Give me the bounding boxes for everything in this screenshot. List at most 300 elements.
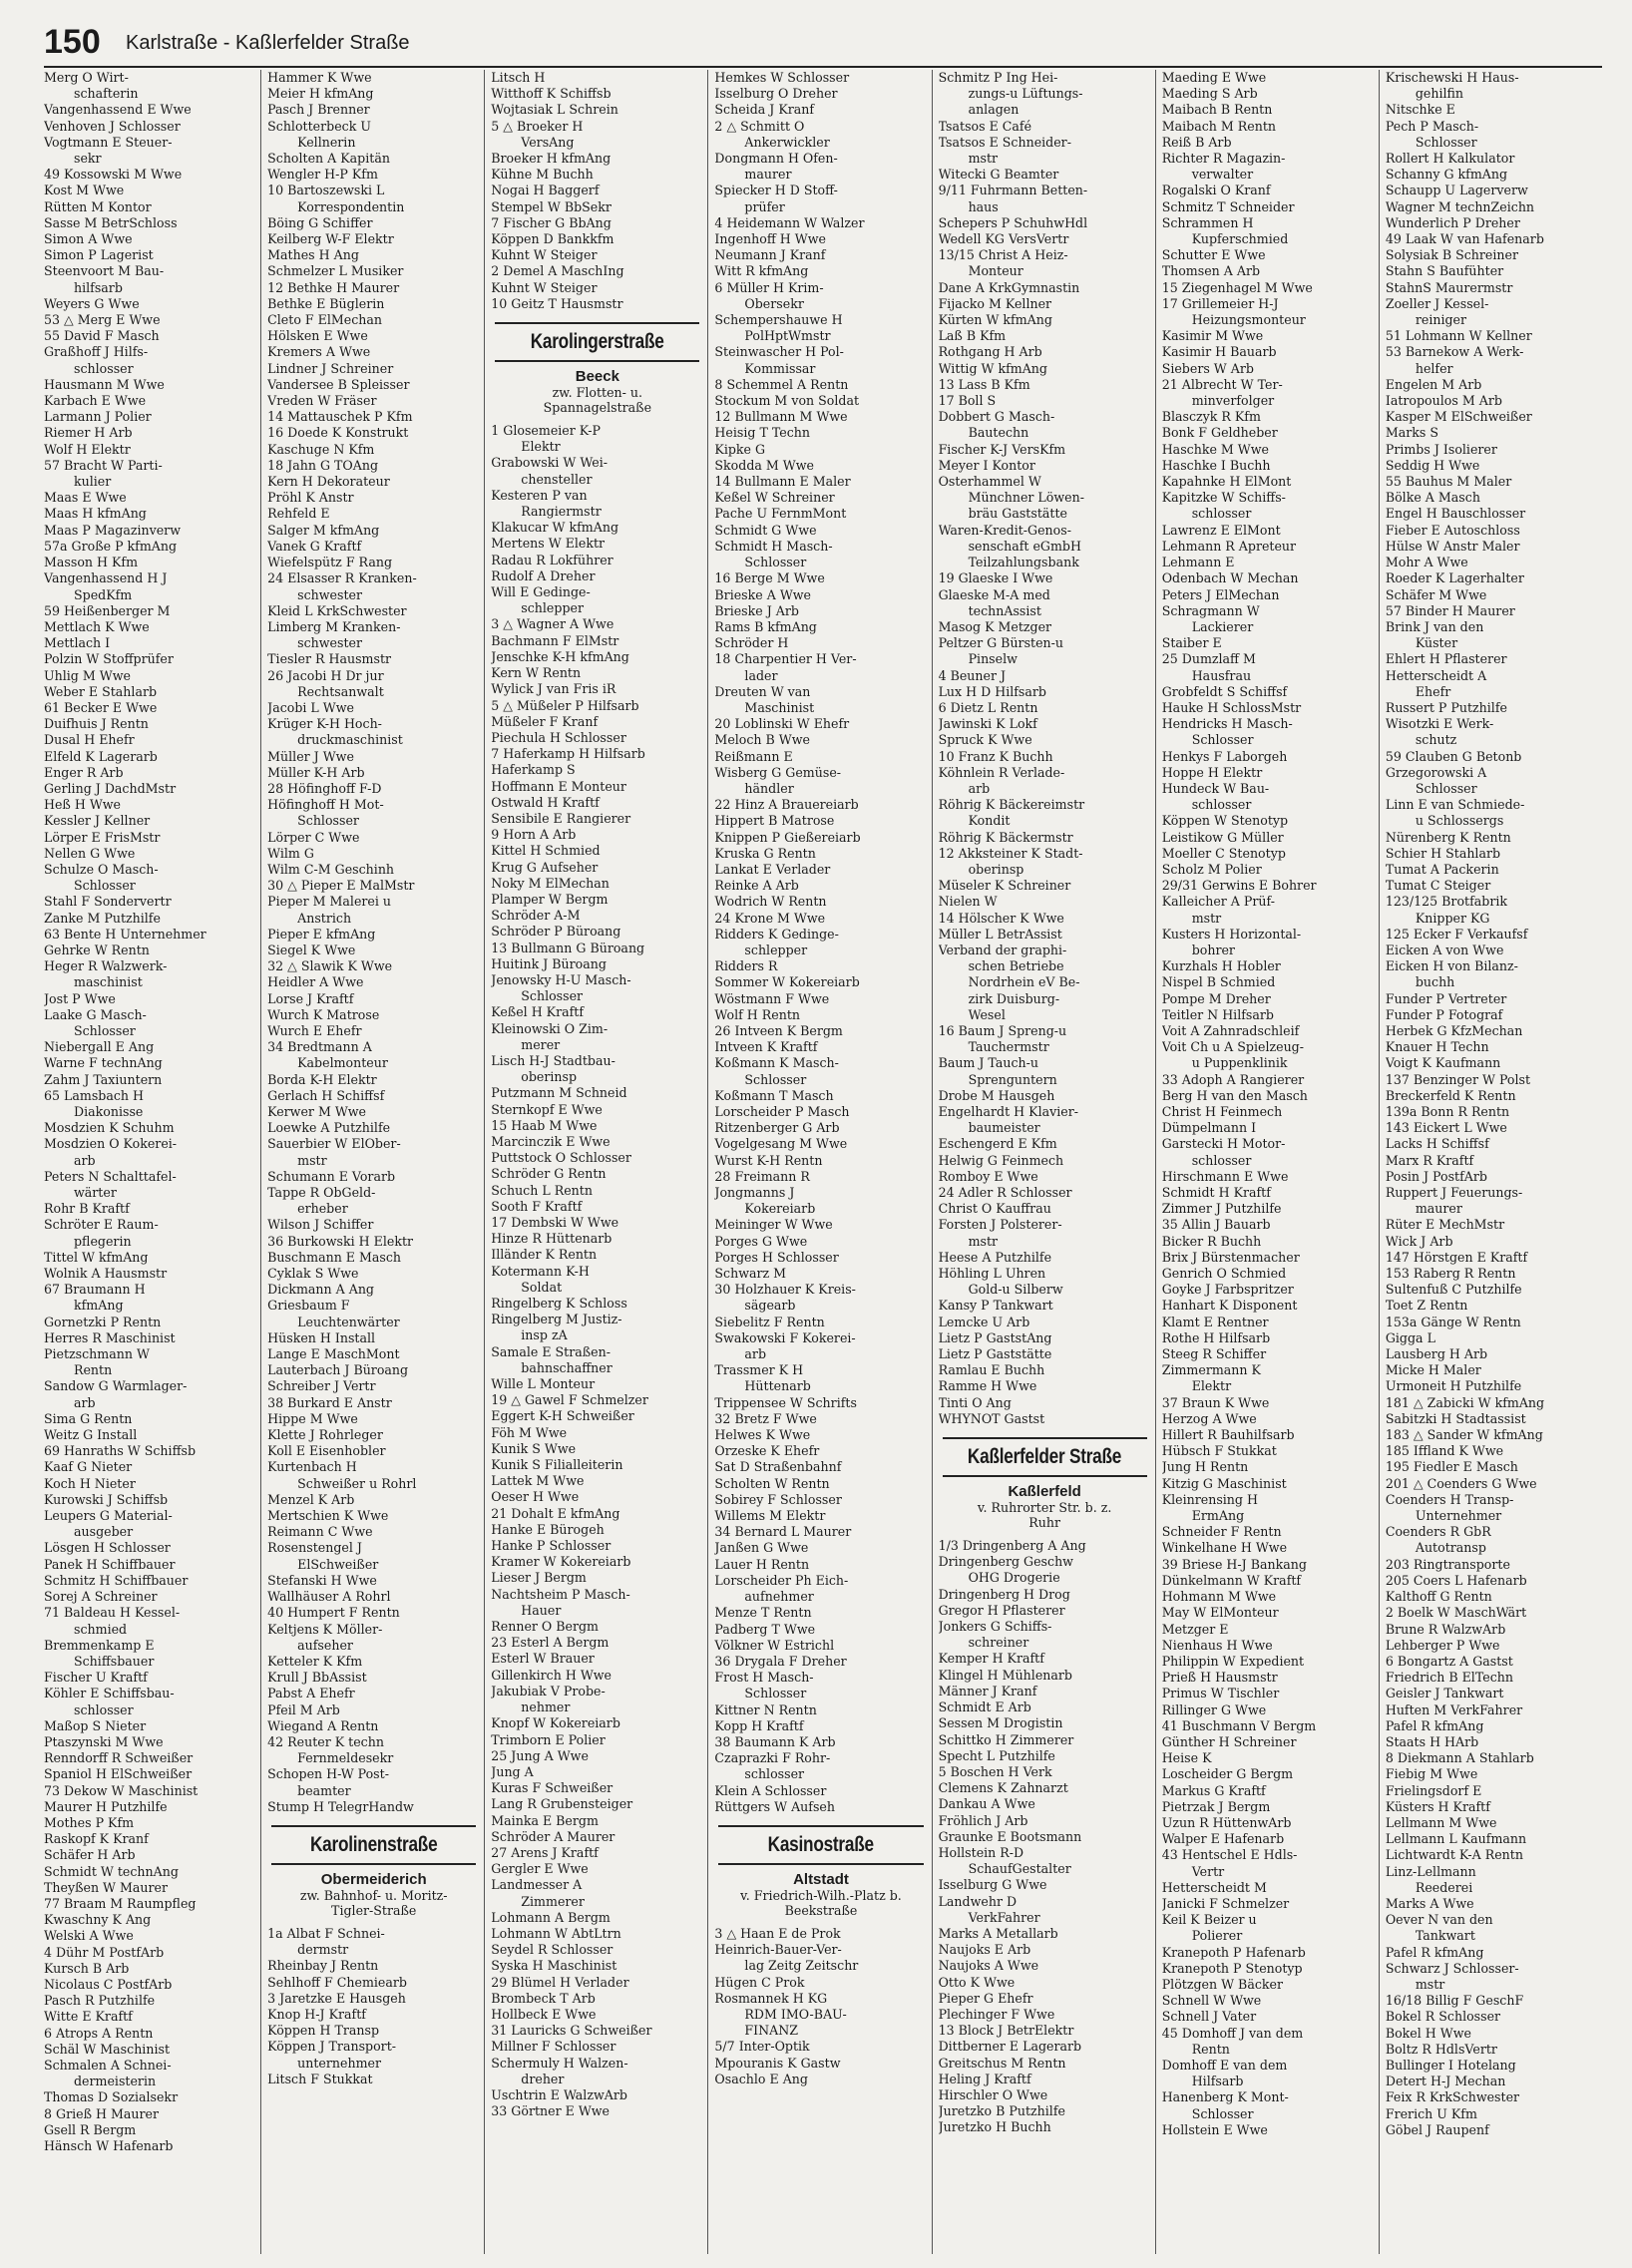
- resident-entry: Russert P Putzhilfe: [1385, 699, 1507, 715]
- resident-entry: Jost P Wwe: [44, 990, 116, 1006]
- resident-entry: Engelen M Arb: [1385, 376, 1482, 392]
- resident-entry: Illänder K Rentn: [491, 1247, 598, 1263]
- resident-entry: Schröder A Maurer: [491, 1828, 615, 1844]
- resident-entry: Wick J Arb: [1385, 1233, 1453, 1249]
- resident-entry: Wengler H-P Kfm: [267, 167, 378, 183]
- resident-entry: Kasper M ElSchweißer: [1385, 409, 1532, 425]
- resident-entry: Teitler N Hilfsarb: [1161, 1006, 1274, 1022]
- entry-continuation: schlosser: [74, 1701, 134, 1717]
- resident-entry: 65 Lamsbach H: [44, 1087, 145, 1103]
- resident-entry: Porges H Schlosser: [714, 1249, 839, 1265]
- resident-entry: 29/31 Gerwins E Bohrer: [1161, 878, 1317, 894]
- resident-entry: Staats H HArb: [1385, 1733, 1479, 1749]
- resident-entry: Nürenberg K Rentn: [1385, 829, 1511, 845]
- resident-entry: 55 Bauhus M Maler: [1385, 474, 1512, 490]
- resident-entry: Grzegorowski A: [1385, 764, 1487, 780]
- resident-entry: 30 △ Pieper E MalMstr: [267, 878, 415, 894]
- entry-continuation: Kabelmonteur: [297, 1055, 388, 1071]
- resident-entry: Peters J ElMechan: [1161, 586, 1280, 602]
- entry-continuation: schlosser: [1191, 797, 1252, 813]
- resident-entry: Huitink J Büroang: [491, 955, 607, 971]
- resident-entry: 24 Elsasser R Kranken-: [267, 570, 417, 586]
- resident-entry: Rollert H Kalkulator: [1385, 151, 1515, 167]
- resident-entry: Köppen H Transp: [267, 2023, 380, 2039]
- street-heading: [943, 1437, 1147, 1477]
- resident-entry: Friedrich B ElTechn: [1385, 1670, 1513, 1686]
- resident-entry: Keßel W Schreiner: [714, 490, 835, 506]
- resident-entry: 20 Loblinski W Ehefr: [714, 716, 850, 732]
- street-range: [714, 1888, 927, 1918]
- resident-entry: Plechinger F Wwe: [938, 2006, 1055, 2022]
- resident-entry: Witte E Kraftf: [44, 2009, 133, 2025]
- resident-entry: Hanhart K Disponent: [1161, 1298, 1298, 1314]
- resident-entry: Polzin W Stoffprüfer: [44, 651, 174, 667]
- resident-entry: Marcinczik E Wwe: [491, 1133, 611, 1149]
- entry-continuation: Hilfsarb: [1191, 2074, 1244, 2089]
- resident-entry: Rillinger G Wwe: [1161, 1701, 1267, 1717]
- resident-entry: Uzun R HüttenwArb: [1161, 1814, 1292, 1830]
- resident-entry: Gregor H Pflasterer: [938, 1602, 1065, 1618]
- resident-entry: Masson H Kfm: [44, 555, 139, 570]
- resident-entry: Pieper M Malerei u: [267, 894, 392, 910]
- resident-entry: Voit Ch u A Spielzeug-: [1161, 1039, 1304, 1055]
- resident-entry: 3 △ Haan E de Prok: [714, 1925, 841, 1941]
- resident-entry: 38 Baumann K Arb: [714, 1733, 836, 1749]
- resident-entry: 13 Bullmann G Büroang: [491, 940, 645, 955]
- resident-entry: Noky M ElMechan: [491, 875, 610, 891]
- resident-entry: Schempershauwe H: [714, 312, 843, 328]
- resident-entry: Wylick J van Fris iR: [491, 681, 616, 697]
- entry-continuation: Schlosser: [1415, 134, 1477, 150]
- resident-entry: Rudolf A Dreher: [491, 567, 596, 583]
- resident-entry: Köhler E Schiffsbau-: [44, 1686, 175, 1701]
- resident-entry: Goyke J Farbspritzer: [1161, 1282, 1294, 1298]
- resident-entry: Föh M Wwe: [491, 1424, 568, 1440]
- resident-entry: Kühne M Buchh: [491, 167, 594, 183]
- resident-entry: Gerlach H Schiffsf: [267, 1087, 385, 1103]
- resident-entry: 183 △ Sander W kfmAng: [1385, 1427, 1543, 1443]
- resident-entry: Heinrich-Bauer-Ver-: [714, 1942, 842, 1958]
- resident-entry: Zimmer J Putzhilfe: [1161, 1201, 1282, 1217]
- resident-entry: Gsell R Bergm: [44, 2121, 137, 2137]
- entry-continuation: technAssist: [968, 602, 1041, 618]
- resident-entry: Rehfeld E: [267, 506, 330, 522]
- directory-column: [1379, 70, 1602, 2254]
- entry-continuation: schlosser: [1191, 506, 1252, 522]
- resident-entry: 26 Intveen K Bergm: [714, 1022, 843, 1038]
- resident-entry: Zoeller J Kessel-: [1385, 295, 1489, 311]
- resident-entry: 4 Heidemann W Walzer: [714, 214, 865, 230]
- entry-continuation: Heizungsmonteur: [1191, 312, 1306, 328]
- resident-entry: 69 Hanraths W Schiffsb: [44, 1443, 197, 1459]
- resident-entry: Müller L BetrAssist: [938, 926, 1062, 942]
- resident-entry: Klingel H Mühlenarb: [938, 1667, 1072, 1683]
- resident-entry: 34 Bernard L Maurer: [714, 1524, 852, 1540]
- resident-entry: Nielen W: [938, 894, 998, 910]
- entry-continuation: Polierer: [1191, 1928, 1243, 1944]
- resident-entry: Krüger K-H Hoch-: [267, 716, 382, 732]
- entry-continuation: schwester: [297, 635, 362, 651]
- resident-entry: 32 Bretz F Wwe: [714, 1410, 817, 1426]
- resident-entry: Linz-Lellmann: [1385, 1863, 1476, 1879]
- resident-entry: Neumann J Kranf: [714, 247, 826, 263]
- entry-continuation: lader: [744, 667, 778, 683]
- resident-entry: Nellen G Wwe: [44, 845, 136, 861]
- resident-entry: Vogelgesang M Wwe: [714, 1136, 848, 1152]
- resident-entry: Hohmann M Wwe: [1161, 1589, 1277, 1605]
- directory-column: [484, 70, 707, 2254]
- resident-entry: Urmoneit H Putzhilfe: [1385, 1378, 1522, 1394]
- resident-entry: 181 △ Zabicki W kfmAng: [1385, 1394, 1545, 1410]
- resident-entry: Vangenhassend H J: [44, 570, 168, 586]
- resident-entry: Kapitzke W Schiffs-: [1161, 490, 1286, 506]
- resident-entry: Wolf H Rentn: [714, 1006, 800, 1022]
- resident-entry: Witt R kfmAng: [714, 263, 809, 279]
- resident-entry: 4 Beuner J: [938, 667, 1007, 683]
- resident-entry: Schmitz P Ing Hei-: [938, 70, 1058, 85]
- resident-entry: 63 Bente H Unternehmer: [44, 926, 206, 942]
- resident-entry: Bokel H Wwe: [1385, 2025, 1471, 2041]
- resident-entry: Tsatsos E Schneider-: [938, 134, 1071, 150]
- resident-entry: 8 Grieß H Maurer: [44, 2105, 159, 2121]
- resident-entry: Schlotterbeck U: [267, 118, 371, 134]
- resident-entry: Wolf H Elektr: [44, 441, 131, 457]
- resident-entry: Frerich U Kfm: [1385, 2105, 1477, 2121]
- resident-entry: Sandow G Warmlager-: [44, 1378, 188, 1394]
- resident-entry: Laß B Kfm: [938, 328, 1007, 344]
- resident-entry: 137 Benzinger W Polst: [1385, 1071, 1531, 1087]
- resident-entry: Reiß B Arb: [1161, 134, 1232, 150]
- resident-entry: Koll E Eisenhobler: [267, 1443, 386, 1459]
- resident-entry: Masog K Metzger: [938, 618, 1052, 634]
- resident-entry: Lemcke U Arb: [938, 1314, 1030, 1329]
- resident-entry: Welski A Wwe: [44, 1928, 134, 1944]
- resident-entry: Schmidt W technAng: [44, 1863, 179, 1879]
- entry-continuation: erheber: [297, 1201, 348, 1217]
- resident-entry: 36 Drygala F Dreher: [714, 1653, 847, 1669]
- resident-entry: 13 Lass B Kfm: [938, 376, 1030, 392]
- resident-entry: Scheida J Kranf: [714, 102, 815, 118]
- entry-continuation: anlagen: [968, 102, 1020, 118]
- resident-entry: Jakubiak V Probe-: [491, 1683, 606, 1699]
- entry-continuation: merer: [521, 1036, 561, 1052]
- resident-entry: Orzeske K Ehefr: [714, 1443, 820, 1459]
- street-name: Kaßlerfelder Straße: [968, 1445, 1122, 1469]
- resident-entry: Witecki G Beamter: [938, 167, 1059, 183]
- resident-entry: Salger M kfmAng: [267, 522, 380, 538]
- resident-entry: 4 Dühr M PostfArb: [44, 1944, 165, 1960]
- resident-entry: Wurch K Matrose: [267, 1006, 380, 1022]
- resident-entry: Engelhardt H Klavier-: [938, 1104, 1078, 1119]
- entry-continuation: zungs-u Lüftungs-: [968, 86, 1083, 102]
- resident-entry: Nicolaus C PostfArb: [44, 1976, 173, 1992]
- resident-entry: Heling J Kraftf: [938, 2071, 1031, 2086]
- resident-entry: 17 Dembski W Wwe: [491, 1215, 619, 1230]
- resident-entry: Rütten M Kontor: [44, 198, 152, 214]
- resident-entry: Boltz R HdlsVertr: [1385, 2041, 1497, 2057]
- resident-entry: 5 Boschen H Verk: [938, 1763, 1052, 1779]
- resident-entry: Engel H Bauschlosser: [1385, 506, 1526, 522]
- resident-entry: 53 Barnekow A Werk-: [1385, 344, 1524, 360]
- entry-continuation: ErmAng: [1191, 1508, 1245, 1524]
- resident-entry: Rams B kfmAng: [714, 618, 817, 634]
- resident-entry: Wilm G: [267, 845, 314, 861]
- entry-continuation: RDM IMO-BAU-: [744, 2006, 847, 2022]
- resident-entry: Janicki F Schmelzer: [1161, 1895, 1290, 1911]
- resident-entry: Günther H Schreiner: [1161, 1733, 1297, 1749]
- resident-entry: Sternkopf E Wwe: [491, 1101, 603, 1117]
- resident-entry: Pompe M Dreher: [1161, 990, 1271, 1006]
- resident-entry: Spiecker H D Stoff-: [714, 183, 838, 198]
- resident-entry: Hendricks H Masch-: [1161, 716, 1293, 732]
- resident-entry: Pietzschmann W: [44, 1346, 150, 1362]
- resident-entry: Landmesser A: [491, 1877, 583, 1893]
- resident-entry: Kern H Dekorateur: [267, 474, 390, 490]
- resident-entry: Winkelhane H Wwe: [1161, 1540, 1288, 1556]
- resident-entry: 23 Esterl A Bergm: [491, 1635, 610, 1651]
- resident-entry: 6 Dietz L Rentn: [938, 699, 1038, 715]
- resident-entry: Kremers A Wwe: [267, 344, 371, 360]
- entry-continuation: Sprenguntern: [968, 1071, 1057, 1087]
- resident-entry: Heidler A Wwe: [267, 974, 364, 990]
- resident-entry: Eicken H von Bilanz-: [1385, 958, 1518, 974]
- entry-continuation: schlosser: [1191, 1152, 1252, 1168]
- entry-continuation: haus: [968, 198, 999, 214]
- resident-entry: 2 Boelk W MaschWärt: [1385, 1605, 1527, 1621]
- resident-entry: Schröder A-M: [491, 908, 581, 924]
- resident-entry: Huften M VerkFahrer: [1385, 1701, 1523, 1717]
- resident-entry: Vangenhassend E Wwe: [44, 102, 192, 118]
- resident-entry: Osterhammel W: [938, 474, 1041, 490]
- resident-entry: Sima G Rentn: [44, 1410, 133, 1426]
- resident-entry: Kunik S Filialleiterin: [491, 1457, 623, 1473]
- resident-entry: Heise K: [1161, 1750, 1212, 1766]
- resident-entry: Hoffmann E Monteur: [491, 778, 626, 794]
- resident-entry: Trimborn E Polier: [491, 1731, 606, 1747]
- resident-entry: Helwes K Wwe: [714, 1427, 811, 1443]
- entry-continuation: Nordrhein eV Be-: [968, 974, 1080, 990]
- resident-entry: Heese A Putzhilfe: [938, 1249, 1052, 1265]
- resident-entry: Keltjens K Möller-: [267, 1621, 383, 1637]
- resident-entry: Mosdzien K Schuhm: [44, 1120, 175, 1136]
- resident-entry: Roeder K Lagerhalter: [1385, 570, 1524, 586]
- resident-entry: Hübsch F Stukkat: [1161, 1443, 1277, 1459]
- resident-entry: Osachlo E Ang: [714, 2071, 808, 2086]
- resident-entry: Moeller C Stenotyp: [1161, 845, 1286, 861]
- resident-entry: Hänsch W Hafenarb: [44, 2138, 174, 2153]
- entry-continuation: Leuchtenwärter: [297, 1314, 400, 1329]
- resident-entry: 10 Geitz T Hausmstr: [491, 295, 623, 311]
- resident-entry: Waren-Kredit-Genos-: [938, 522, 1071, 538]
- resident-entry: Dusal H Ehefr: [44, 732, 135, 748]
- resident-entry: Maurer H Putzhilfe: [44, 1798, 168, 1814]
- resident-entry: Philippin W Expedient: [1161, 1653, 1305, 1669]
- entry-continuation: ausgeber: [74, 1524, 134, 1540]
- resident-entry: Menzel K Arb: [267, 1491, 355, 1507]
- resident-entry: Jung H Rentn: [1161, 1459, 1249, 1475]
- resident-entry: 16/18 Billig F GeschF: [1385, 1993, 1524, 2009]
- resident-entry: May W ElMonteur: [1161, 1605, 1279, 1621]
- resident-entry: Markus G Kraftf: [1161, 1782, 1266, 1798]
- resident-entry: Wunderlich P Dreher: [1385, 214, 1520, 230]
- resident-entry: Köppen D Bankkfm: [491, 231, 614, 247]
- resident-entry: Kopp H Kraftf: [714, 1717, 804, 1733]
- resident-entry: Nitschke E: [1385, 102, 1455, 118]
- resident-entry: Kittner N Rentn: [714, 1701, 817, 1717]
- resident-entry: Sat D Straßenbahnf: [714, 1459, 842, 1475]
- resident-entry: Mertschien K Wwe: [267, 1508, 389, 1524]
- resident-entry: Feix R KrkSchwester: [1385, 2089, 1520, 2105]
- resident-entry: Knauer H Techn: [1385, 1039, 1489, 1055]
- resident-entry: Bonk F Geldheber: [1161, 425, 1278, 441]
- resident-entry: Venhoven J Schlosser: [44, 118, 181, 134]
- resident-entry: Primbs J Isolierer: [1385, 441, 1497, 457]
- resident-entry: Kesteren P van: [491, 487, 588, 503]
- resident-entry: 1 Glosemeier K-P: [491, 423, 602, 439]
- resident-entry: Grobfeldt S Schiffsf: [1161, 683, 1288, 699]
- resident-entry: 34 Bredtmann A: [267, 1039, 372, 1055]
- resident-entry: Greitschus M Rentn: [938, 2055, 1066, 2071]
- resident-entry: 125 Ecker F Verkaufsf: [1385, 926, 1528, 942]
- resident-entry: Sauerbier W ElOber-: [267, 1136, 401, 1152]
- resident-entry: Rothgang H Arb: [938, 344, 1042, 360]
- resident-entry: Tinti O Ang: [938, 1394, 1012, 1410]
- resident-entry: Kurowski J Schiffsb: [44, 1491, 169, 1507]
- resident-entry: 195 Fiedler E Masch: [1385, 1459, 1518, 1475]
- entry-continuation: schlepper: [521, 600, 584, 616]
- resident-entry: Juretzko B Putzhilfe: [938, 2103, 1065, 2119]
- resident-entry: Panek H Schiffbauer: [44, 1556, 176, 1572]
- resident-entry: Höhling L Uhren: [938, 1266, 1046, 1282]
- resident-entry: 5/7 Inter-Optik: [714, 2039, 810, 2055]
- resident-entry: 59 Heißenberger M: [44, 602, 171, 618]
- resident-entry: Schwarz J Schlosser-: [1385, 1960, 1519, 1976]
- resident-entry: Kruska G Rentn: [714, 845, 816, 861]
- resident-entry: 36 Burkowski H Elektr: [267, 1233, 414, 1249]
- resident-entry: Schwarz M: [714, 1266, 787, 1282]
- resident-entry: Oeser H Wwe: [491, 1489, 580, 1505]
- resident-entry: Mothes P Kfm: [44, 1814, 135, 1830]
- resident-entry: Schepers P SchuhwHdl: [938, 214, 1088, 230]
- resident-entry: Tappe R ObGeld-: [267, 1185, 376, 1201]
- resident-entry: Fröhlich J Arb: [938, 1812, 1028, 1828]
- resident-entry: Fieber E Autoschloss: [1385, 522, 1520, 538]
- resident-entry: Schmidt E Arb: [938, 1700, 1031, 1715]
- resident-entry: Hanenberg K Mont-: [1161, 2089, 1289, 2105]
- entry-continuation: Elektr: [521, 439, 561, 455]
- resident-entry: 185 Iffland K Wwe: [1385, 1443, 1504, 1459]
- resident-entry: Brink J van den: [1385, 618, 1484, 634]
- resident-entry: Grabowski W Wei-: [491, 455, 609, 471]
- resident-entry: Willems M Elektr: [714, 1508, 826, 1524]
- entry-continuation: Küster: [1415, 635, 1458, 651]
- entry-continuation: gehilfin: [1415, 86, 1464, 102]
- resident-entry: Wisotzki E Werk-: [1385, 716, 1494, 732]
- resident-entry: 6 Atrops A Rentn: [44, 2025, 154, 2041]
- street-range-line: Ruhr: [1028, 1515, 1060, 1531]
- resident-entry: Herbek G KfzMechan: [1385, 1022, 1523, 1038]
- resident-entry: 123/125 Brotfabrik: [1385, 894, 1507, 910]
- resident-entry: 55 David F Masch: [44, 328, 160, 344]
- resident-entry: Ostwald H Kraftf: [491, 794, 600, 810]
- resident-entry: Müseler K Schreiner: [938, 878, 1071, 894]
- resident-entry: Tsatsos E Café: [938, 118, 1032, 134]
- resident-entry: Kwaschny K Ang: [44, 1912, 152, 1928]
- directory-column: [44, 70, 260, 2254]
- resident-entry: 21 Albrecht W Ter-: [1161, 376, 1283, 392]
- resident-entry: Laake G Masch-: [44, 1006, 147, 1022]
- entry-continuation: Rentn: [1191, 2041, 1230, 2057]
- resident-entry: Hanke E Bürogeh: [491, 1521, 605, 1537]
- running-head: Karlstraße - Kaßlerfelder Straße: [126, 32, 410, 54]
- resident-entry: Elfeld K Lagerarb: [44, 748, 158, 764]
- resident-entry: Frost H Masch-: [714, 1670, 814, 1686]
- resident-entry: Gornetzki P Rentn: [44, 1314, 162, 1329]
- resident-entry: Schreiber J Vertr: [267, 1378, 376, 1394]
- entry-continuation: Korrespondentin: [297, 198, 405, 214]
- resident-entry: Loscheider G Bergm: [1161, 1766, 1294, 1782]
- entry-continuation: schlepper: [744, 942, 808, 957]
- resident-entry: 21 Dohalt E kfmAng: [491, 1505, 620, 1521]
- resident-entry: Lux H D Hilfsarb: [938, 683, 1046, 699]
- entry-continuation: Kokereiarb: [744, 1201, 816, 1217]
- resident-entry: Dittberner E Lagerarb: [938, 2039, 1082, 2055]
- resident-entry: Buschmann E Masch: [267, 1249, 402, 1265]
- resident-entry: Steenvoort M Bau-: [44, 263, 165, 279]
- resident-entry: Göbel J Raupenf: [1385, 2121, 1489, 2137]
- resident-entry: 30 Holzhauer K Kreis-: [714, 1282, 856, 1298]
- resident-entry: 14 Mattauschek P Kfm: [267, 409, 413, 425]
- resident-entry: Trippensee W Schrifts: [714, 1394, 857, 1410]
- resident-entry: Mathes H Ang: [267, 247, 359, 263]
- resident-entry: Raskopf K Kranf: [44, 1831, 149, 1847]
- street-range-line: zw. Bahnhof- u. Moritz-: [299, 1887, 448, 1903]
- entry-continuation: Vertr: [1191, 1863, 1225, 1879]
- resident-entry: Nienhaus H Wwe: [1161, 1637, 1273, 1653]
- resident-entry: Brieske A Wwe: [714, 586, 812, 602]
- resident-entry: Dongmann H Ofen-: [714, 151, 838, 167]
- resident-entry: Kern W Rentn: [491, 665, 582, 681]
- resident-entry: Otto K Wwe: [938, 1974, 1016, 1990]
- entry-continuation: maurer: [744, 167, 792, 183]
- resident-entry: 1/3 Dringenberg A Ang: [938, 1538, 1086, 1554]
- resident-entry: 45 Domhoff J van dem: [1161, 2025, 1304, 2041]
- resident-entry: Kotermann K-H: [491, 1263, 590, 1279]
- entry-continuation: Knipper KG: [1415, 910, 1490, 926]
- resident-entry: Zahm J Taxiuntern: [44, 1071, 163, 1087]
- resident-entry: Hinze R Hüttenarb: [491, 1231, 612, 1247]
- resident-entry: Sasse M BetrSchloss: [44, 214, 178, 230]
- resident-entry: 3 △ Wagner A Wwe: [491, 616, 614, 632]
- resident-entry: Esterl W Brauer: [491, 1651, 595, 1667]
- entry-continuation: kulier: [74, 474, 112, 490]
- district-name: Obermeiderich: [320, 1870, 427, 1888]
- page-header: [44, 20, 1602, 68]
- resident-entry: Forsten J Polsterer-: [938, 1217, 1062, 1233]
- resident-entry: 10 Franz K Buchh: [938, 748, 1053, 764]
- entry-continuation: Schlosser: [521, 988, 584, 1004]
- resident-entry: Niebergall E Ang: [44, 1039, 155, 1055]
- entry-continuation: mstr: [297, 1152, 327, 1168]
- resident-entry: Marx R Kraftf: [1385, 1152, 1474, 1168]
- resident-entry: Schneider F Rentn: [1161, 1524, 1282, 1540]
- resident-entry: Voit A Zahnradschleif: [1161, 1022, 1300, 1038]
- resident-entry: Ringelberg K Schloss: [491, 1296, 627, 1312]
- entry-continuation: dermeisterin: [74, 2074, 157, 2089]
- entry-continuation: schafterin: [74, 86, 139, 102]
- resident-entry: Hanke P Schlosser: [491, 1538, 612, 1554]
- entry-continuation: SpedKfm: [74, 586, 133, 602]
